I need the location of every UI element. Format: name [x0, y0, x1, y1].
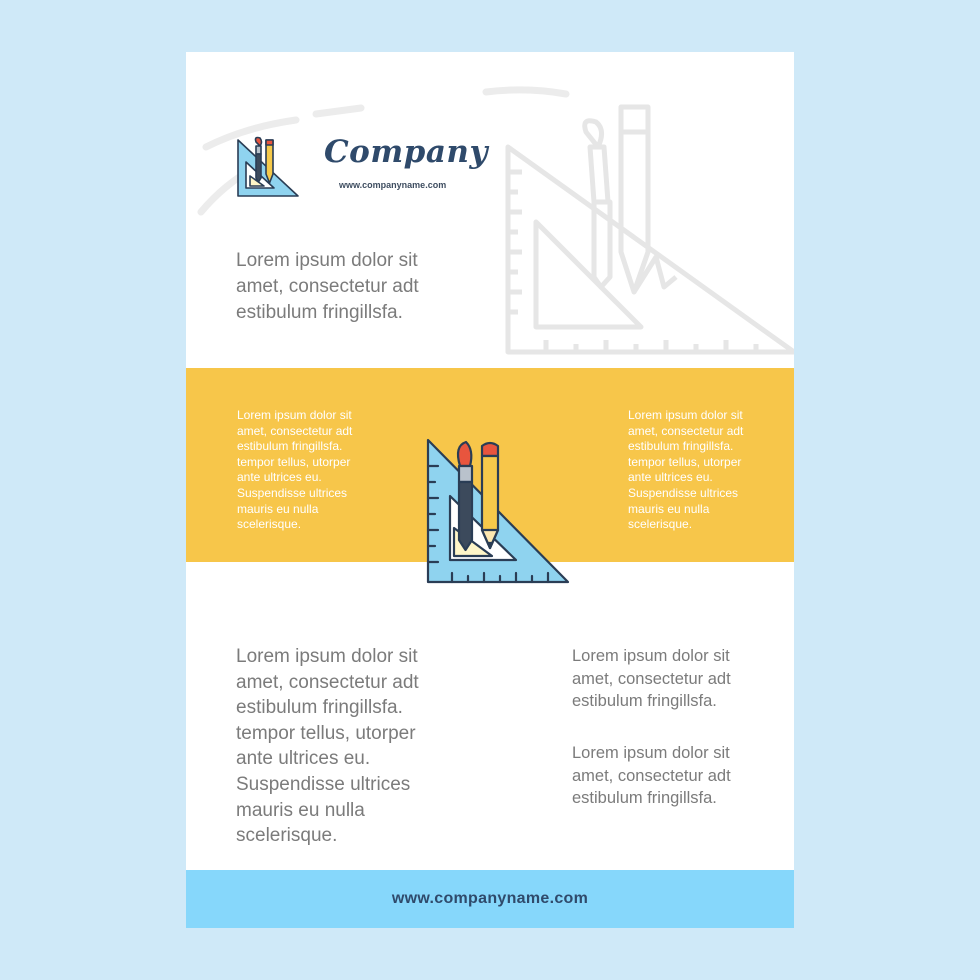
text-line: scelerisque. [236, 825, 338, 847]
text-line: amet, consectetur adt [237, 423, 353, 438]
company-name: Company [324, 134, 488, 170]
text-line: tempor tellus, utorper [236, 722, 416, 744]
text-line: Lorem ipsum dolor sit [237, 408, 352, 422]
text-line: Lorem ipsum dolor sit [628, 408, 743, 422]
band-right-paragraph [628, 408, 788, 533]
company-website: www.companyname.com [339, 180, 447, 190]
text-line: Suspendisse ultrices [236, 773, 411, 795]
brochure-page [186, 52, 794, 928]
text-line: amet, consectetur adt [236, 276, 419, 297]
text-line: mauris eu nulla [237, 501, 319, 516]
intro-paragraph [236, 248, 516, 326]
text-line: Lorem ipsum dolor sit [236, 646, 418, 667]
text-line: estibulum fringillsfa. [236, 302, 403, 323]
text-line: tempor tellus, utorper [628, 454, 742, 469]
body-right-bottom-paragraph [572, 742, 782, 810]
text-line: amet, consectetur adt [628, 423, 744, 438]
text-line: amet, consectetur adt [572, 669, 731, 688]
text-line: ante ultrices eu. [236, 748, 371, 770]
text-line: scelerisque. [628, 517, 693, 532]
text-line: Lorem ipsum dolor sit [572, 647, 730, 665]
text-line: Lorem ipsum dolor sit [236, 250, 418, 271]
footer-website: www.companyname.com [391, 890, 589, 907]
text-line: mauris eu nulla [236, 799, 365, 821]
text-line: mauris eu nulla [628, 501, 710, 516]
footer-bar [186, 870, 794, 928]
text-line: estibulum fringillsfa. [236, 697, 403, 719]
text-line: amet, consectetur adt [236, 671, 419, 693]
text-line: Lorem ipsum dolor sit [572, 744, 730, 762]
text-line: Suspendisse ultrices [628, 485, 739, 500]
band-left-paragraph [237, 408, 397, 533]
text-line: estibulum fringillsfa. [237, 439, 343, 454]
text-line: amet, consectetur adt [572, 766, 731, 785]
text-line: estibulum fringillsfa. [628, 439, 734, 454]
logo-icon [236, 136, 300, 200]
body-left-paragraph [236, 644, 516, 849]
text-line: ante ultrices eu. [628, 470, 713, 485]
body-right-top-paragraph [572, 645, 782, 713]
text-line: ante ultrices eu. [237, 470, 322, 485]
text-line: estibulum fringillsfa. [572, 789, 717, 807]
set-square-brush-pencil-icon [426, 436, 570, 586]
text-line: scelerisque. [237, 517, 302, 532]
text-line: estibulum fringillsfa. [572, 692, 717, 710]
text-line: Suspendisse ultrices [237, 485, 348, 500]
text-line: tempor tellus, utorper [237, 454, 351, 469]
